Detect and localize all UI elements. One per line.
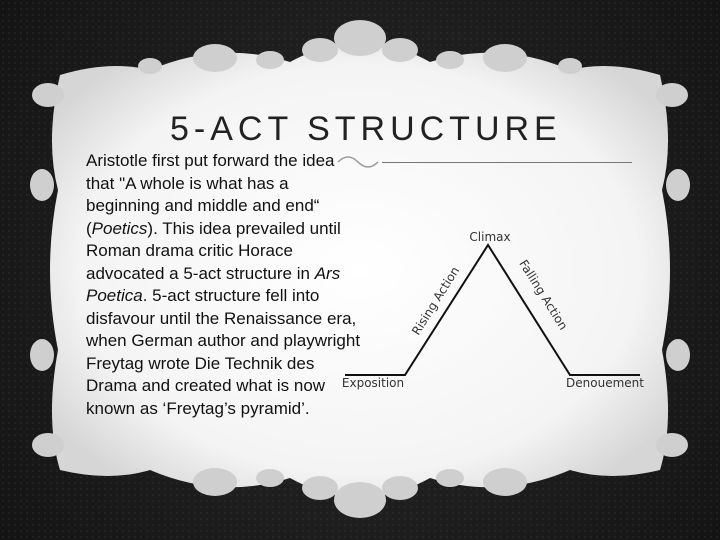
body-text-2: ). This idea prevailed until Roman drama critic Horace advocated a 5-act structure in xyxy=(86,218,341,283)
body-text-3: . 5-act structure fell into disfavour until the Renaissance era, when German author and playwright Freytag wrote Die Technik des Drama and created what is now known as ‘Freytag’s pyramid’. xyxy=(86,286,361,418)
slide-title: 5-ACT STRUCTURE xyxy=(170,110,562,148)
label-climax: Climax xyxy=(469,230,511,244)
body-italic-poetics: Poetics xyxy=(91,218,148,238)
label-falling-action: Falling Action xyxy=(516,257,571,333)
body-paragraph xyxy=(86,150,361,420)
pyramid-line xyxy=(345,245,640,375)
label-exposition: Exposition xyxy=(341,376,405,390)
label-denouement: Denouement xyxy=(566,376,644,390)
freytag-pyramid-diagram xyxy=(330,215,650,395)
title-rule xyxy=(382,162,632,163)
label-rising-action: Rising Action xyxy=(409,264,463,338)
body-italic-ars-poetica: Ars Poetica xyxy=(86,263,341,305)
body-text-1: Aristotle first put forward the idea that "A whole is what has a beginning and middle and end“ ( xyxy=(86,151,335,238)
